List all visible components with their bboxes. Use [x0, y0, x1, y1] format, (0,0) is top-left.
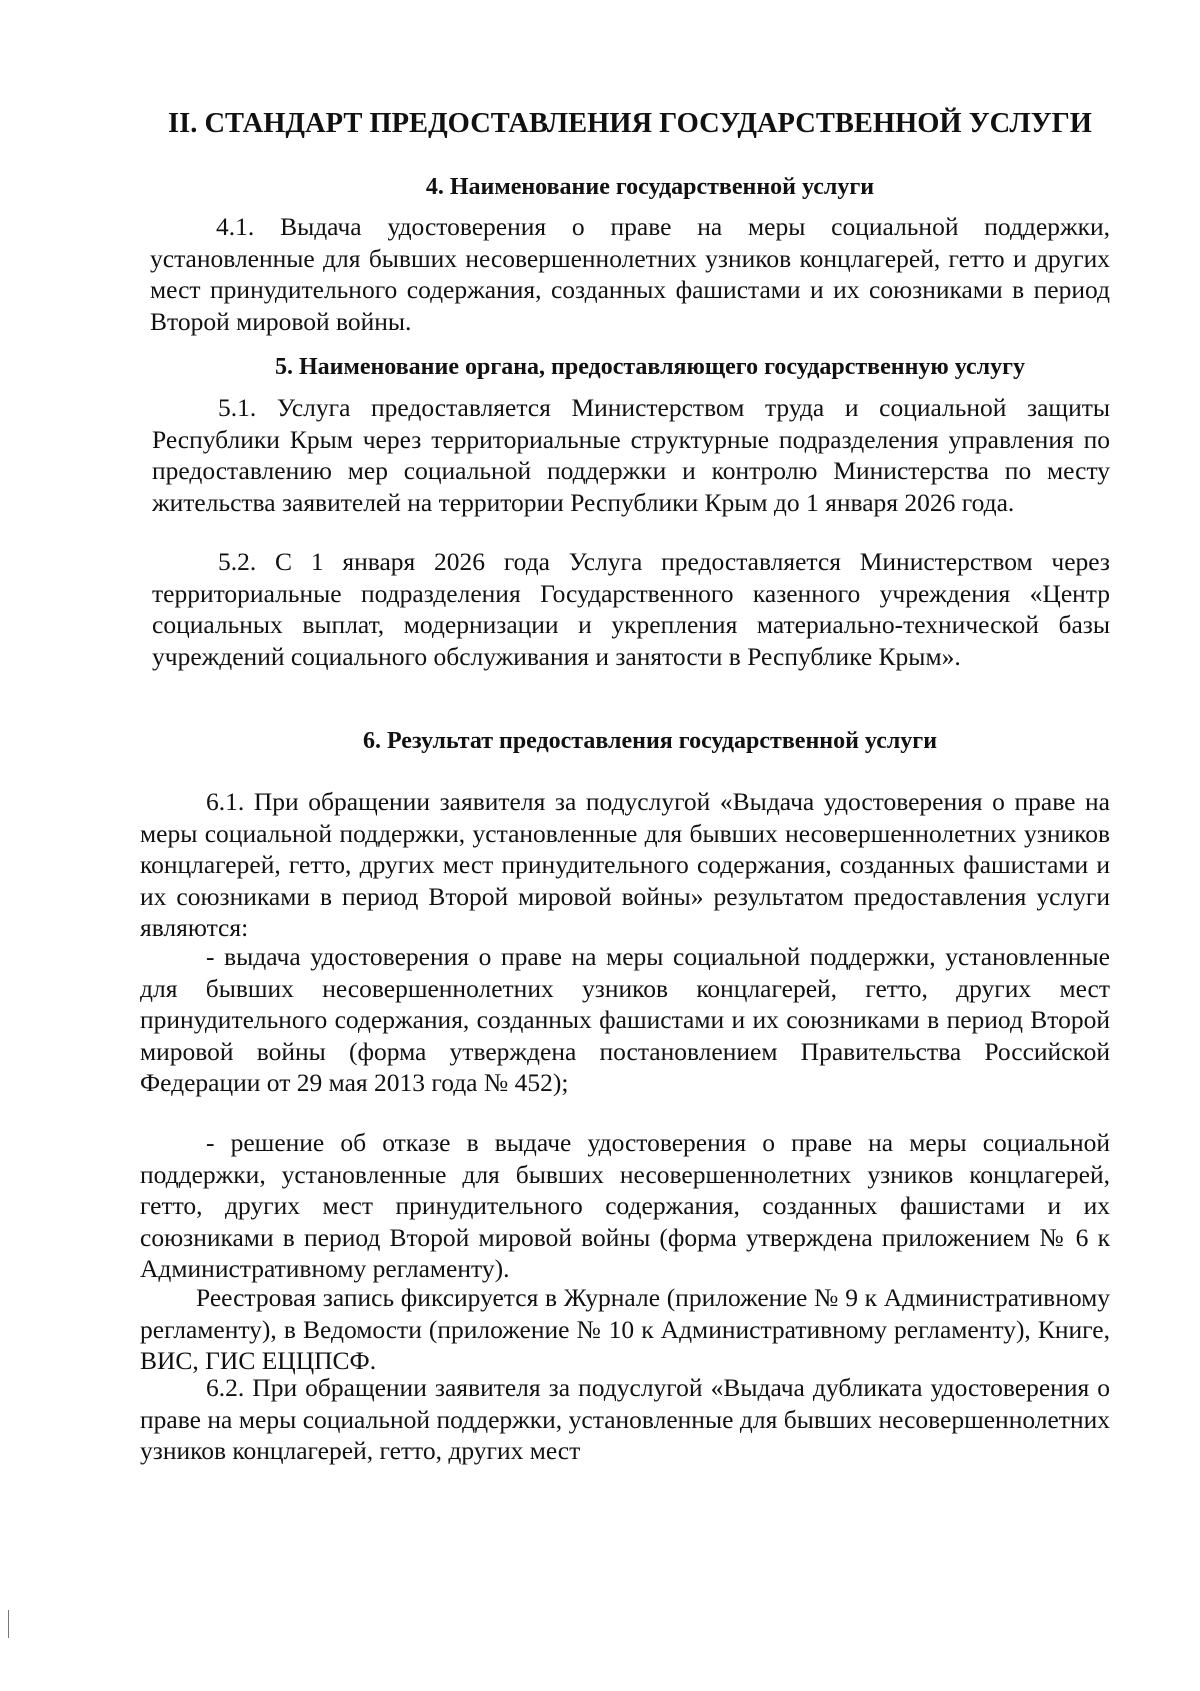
paragraph-registry: Реестровая запись фиксируется в Журнале (приложение № 9 к Административному регламенту), в Ведомости (приложение № 10 к Административному регламенту), Книге, ВИС, ГИС ЕЦЦПСФ. [140, 1283, 1110, 1375]
bullet-issuance: - выдача удостоверения о праве на меры социальной поддержки, установленные для бывших несовершеннолетних узников концлагерей, гетто, других мест принудительного содержания, созданных фашистами и их союзниками в период Второй мировой войны (форма утверждена постановлением Правительства Российской Федерации от 29 мая 2013 года № 452); [140, 942, 1110, 1097]
heading-4: 4. Наименование государственной услуги [425, 174, 875, 200]
paragraph-4-1: 4.1. Выдача удостоверения о праве на меры социальной поддержки, установленные для бывших несовершеннолетних узников концлагерей, гетто и других мест принудительного содержания, созданных фашистами и их союзниками в период Второй мировой войны. [150, 212, 1110, 336]
bullet-refusal: - решение об отказе в выдаче удостоверения о праве на меры социальной поддержки, установленные для бывших несовершеннолетних узников концлагерей, гетто, других мест принудительного содержания, созданных фашистами и их союзниками в период Второй мировой войны (форма утверждена приложением № 6 к Административному регламенту). [140, 1128, 1110, 1283]
heading-6: 6. Результат предоставления государственной услуги [362, 728, 938, 754]
paragraph-6-1: 6.1. При обращении заявителя за подуслугой «Выдача удостоверения о праве на меры социальной поддержки, установленные для бывших несовершеннолетних узников концлагерей, гетто, других мест принудительного содержания, созданных фашистами и их союзниками в период Второй мировой войны» результатом предоставления услуги являются: [140, 787, 1110, 942]
paragraph-6-2: 6.2. При обращении заявителя за подуслугой «Выдача дубликата удостоверения о праве на меры социальной поддержки, установленные для бывших несовершеннолетних узников концлагерей, гетто, других мест [140, 1373, 1110, 1465]
paragraph-5-2: 5.2. С 1 января 2026 года Услуга предоставляется Министерством через территориальные подразделения Государственного казенного учреждения «Центр социальных выплат, модернизации и укрепления материально-технической базы учреждений социального обслуживания и занятости в Республике Крым». [152, 547, 1110, 671]
section-title: II. СТАНДАРТ ПРЕДОСТАВЛЕНИЯ ГОСУДАРСТВЕННОЙ УСЛУГИ [168, 108, 1092, 139]
paragraph-5-1: 5.1. Услуга предоставляется Министерством труда и социальной защиты Республики Крым через территориальные структурные подразделения управления по предоставлению мер социальной поддержки и контролю Министерства по месту жительства заявителей на территории Республики Крым до 1 января 2026 года. [152, 393, 1110, 517]
heading-5: 5. Наименование органа, предоставляющего государственную услугу [274, 354, 1026, 380]
scan-artifact [8, 1610, 9, 1638]
